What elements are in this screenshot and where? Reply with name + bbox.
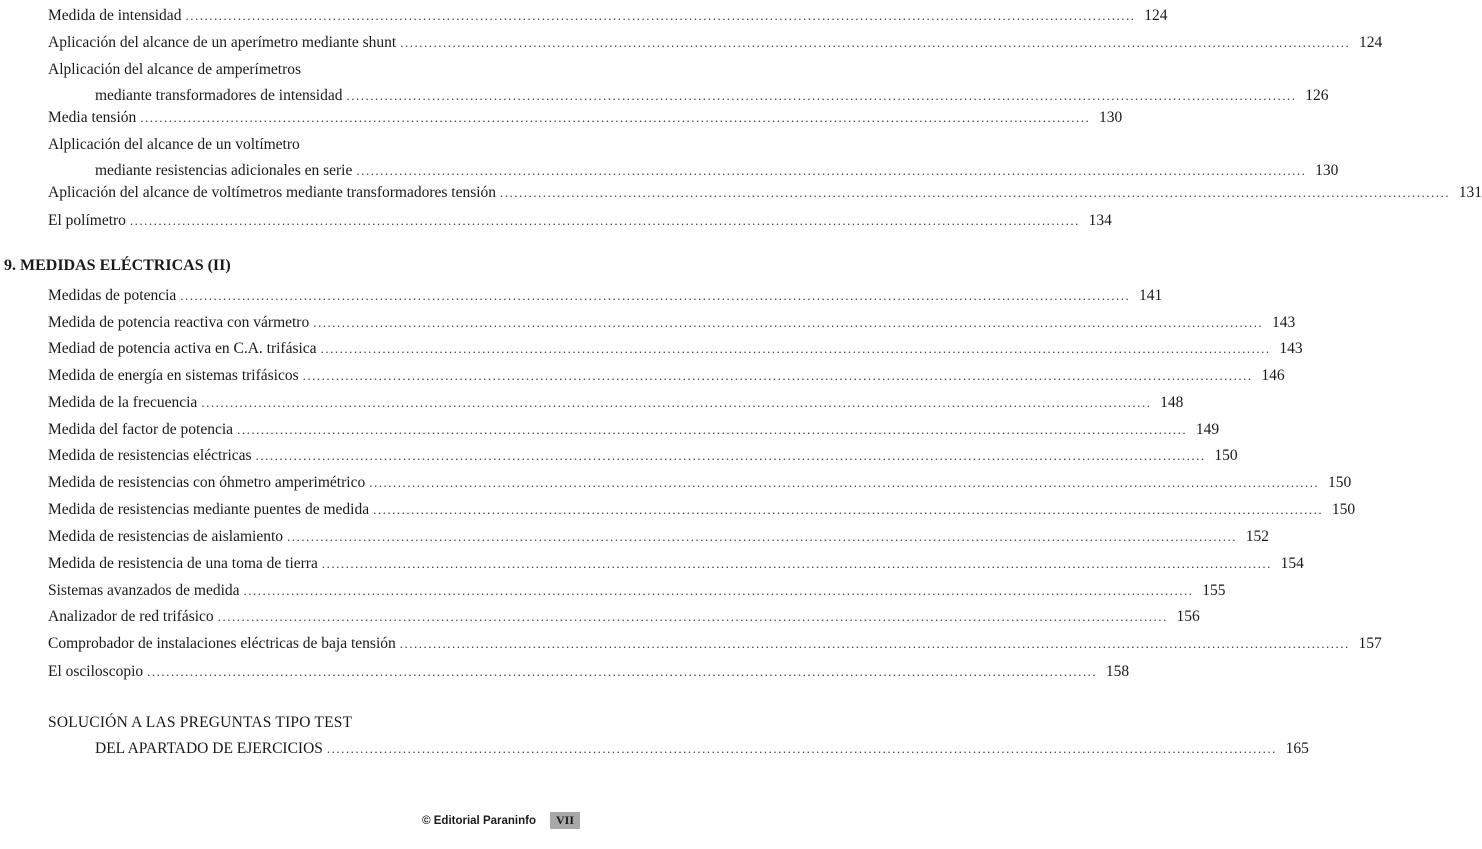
toc-entry-title: Aplicación del alcance de voltímetros mediante transformadores tensión [48,184,497,201]
leader-dots: ........................................................................................................................................................................................................ [302,368,1253,383]
toc-entry-title: Medida de intensidad [48,7,182,24]
leader-dots: ........................................................................................................................................................................................................ [140,110,1091,125]
leader-dots: ........................................................................................................................................................................................................ [373,502,1324,517]
toc-entry[interactable] [48,497,1356,523]
toc-entry-title-line1: Alplicación del alcance de amperímetros [48,61,302,78]
toc-entry-title: Medida de resistencias eléctricas [48,447,252,464]
leader-dots: ........................................................................................................................................................................................................ [346,88,1297,103]
toc-entry[interactable] [48,578,1226,604]
toc-entry-page: 155 [1202,582,1226,599]
toc-entry[interactable] [48,208,1112,234]
page-footer [422,812,580,829]
leader-dots: ........................................................................................................................................................................................................ [287,529,1238,544]
toc-entry-page: 141 [1139,287,1163,304]
leader-dots: ........................................................................................................................................................................................................ [255,448,1206,463]
leader-dots: ........................................................................................................................................................................................................ [356,163,1307,178]
toc-entry[interactable] [48,604,1200,630]
page-number: VII [550,812,580,829]
toc-entry-page: 134 [1088,212,1112,229]
leader-dots: ........................................................................................................................................................................................................ [500,185,1451,200]
toc-entry-page: 124 [1358,34,1383,51]
toc-entry[interactable] [48,390,1184,416]
leader-dots: ........................................................................................................................................................................................................ [399,636,1350,651]
toc-entry-title: Medida de resistencias con óhmetro amperimétrico [48,474,366,491]
leader-dots: ........................................................................................................................................................................................................ [147,664,1098,679]
toc-entry-page: 131 [1458,184,1482,201]
toc-entry-title: El polímetro [48,212,126,229]
toc-entry-title: Medida de resistencias de aislamiento [48,528,284,545]
toc-entry-page: 143 [1271,314,1296,331]
leader-dots: ........................................................................................................................................................................................................ [129,213,1080,228]
leader-dots: ........................................................................................................................................................................................................ [326,741,1277,756]
toc-entry[interactable] [48,310,1296,336]
leader-dots: ........................................................................................................................................................................................................ [180,288,1131,303]
toc-entry-page: 143 [1279,340,1303,357]
chapter-heading[interactable]: 9. MEDIDAS ELÉCTRICAS (II) [4,257,231,274]
toc-entry-page: 150 [1214,447,1238,464]
toc-entry-title: Medida de energía en sistemas trifásicos [48,367,299,384]
leader-dots: ........................................................................................................................................................................................................ [201,395,1152,410]
toc-entry[interactable] [48,631,1382,657]
toc-entry-page: 149 [1195,421,1220,438]
toc-entry-page: 158 [1105,663,1130,680]
toc-entry-title: Medida de potencia reactiva con vármetro [48,314,310,331]
toc-entry-page: 150 [1327,474,1352,491]
toc-entry-title: Medida del factor de potencia [48,421,234,438]
toc-entry[interactable] [48,443,1238,469]
publisher-credit: © Editorial Paraninfo [422,814,536,827]
toc-entry-page: 124 [1144,7,1168,24]
toc-entry[interactable] [48,363,1285,389]
toc-entry-title-line1: Alplicación del alcance de un voltímetro [48,136,300,153]
toc-entry[interactable] [48,417,1220,443]
leader-dots: ........................................................................................................................................................................................................ [369,475,1320,490]
toc-entry-title: Medida de la frecuencia [48,394,198,411]
toc-entry-page: 130 [1099,109,1123,126]
toc-entry-page: 156 [1176,608,1200,625]
toc-entry[interactable] [48,3,1168,29]
toc-entry-page: 152 [1245,528,1270,545]
toc-entry-page: 146 [1261,367,1285,384]
leader-dots: ........................................................................................................................................................................................................ [185,8,1136,23]
toc-entry-page: 130 [1315,162,1339,179]
leader-dots: ........................................................................................................................................................................................................ [313,315,1264,330]
toc-entry-title: Medida de resistencia de una toma de tierra [48,555,318,572]
toc-entry[interactable] [48,336,1303,362]
toc-entry-title: Medidas de potencia [48,287,177,304]
toc-entry-title: mediante transformadores de intensidad [95,87,343,104]
toc-entry-page: 148 [1160,394,1184,411]
toc-entry[interactable] [48,105,1123,131]
toc-entry-title-line1: SOLUCIÓN A LAS PREGUNTAS TIPO TEST [48,714,353,731]
leader-dots: ........................................................................................................................................................................................................ [237,422,1188,437]
toc-entry[interactable] [48,180,1482,206]
toc-entry[interactable] [48,57,1329,109]
leader-dots: ........................................................................................................................................................................................................ [243,583,1194,598]
toc-entry[interactable] [48,132,1339,184]
toc-entry-title: Sistemas avanzados de medida [48,582,240,599]
toc-entry-page: 154 [1280,555,1304,572]
toc-entry-title: Analizador de red trifásico [48,608,214,625]
toc-entry-page: 126 [1305,87,1329,104]
leader-dots: ........................................................................................................................................................................................................ [217,609,1168,624]
toc-entry-title: Media tensión [48,109,137,126]
toc-entry-title: mediante resistencias adicionales en serie [95,162,353,179]
toc-entry-title: DEL APARTADO DE EJERCICIOS [95,740,323,757]
toc-entry[interactable] [48,524,1270,550]
toc-entry[interactable] [48,659,1130,685]
leader-dots: ........................................................................................................................................................................................................ [400,35,1351,50]
leader-dots: ........................................................................................................................................................................................................ [320,341,1271,356]
toc-entry-title: Medida de resistencias mediante puentes de medida [48,501,370,518]
toc-entry[interactable] [48,470,1352,496]
toc-entry[interactable] [48,283,1163,309]
toc-entry-title: Comprobador de instalaciones eléctricas de baja tensión [48,635,396,652]
toc-entry-page: 157 [1358,635,1382,652]
toc-entry[interactable] [48,551,1304,577]
toc-entry-solution[interactable] [48,710,1309,762]
toc-entry[interactable] [48,30,1383,56]
toc-entry-title: Mediad de potencia activa en C.A. trifásica [48,340,317,357]
toc-entry-page: 165 [1285,740,1309,757]
toc-entry-page: 150 [1331,501,1356,518]
leader-dots: ........................................................................................................................................................................................................ [321,556,1272,571]
toc-entry-title: El osciloscopio [48,663,144,680]
toc-entry-title: Aplicación del alcance de un aperímetro mediante shunt [48,34,397,51]
